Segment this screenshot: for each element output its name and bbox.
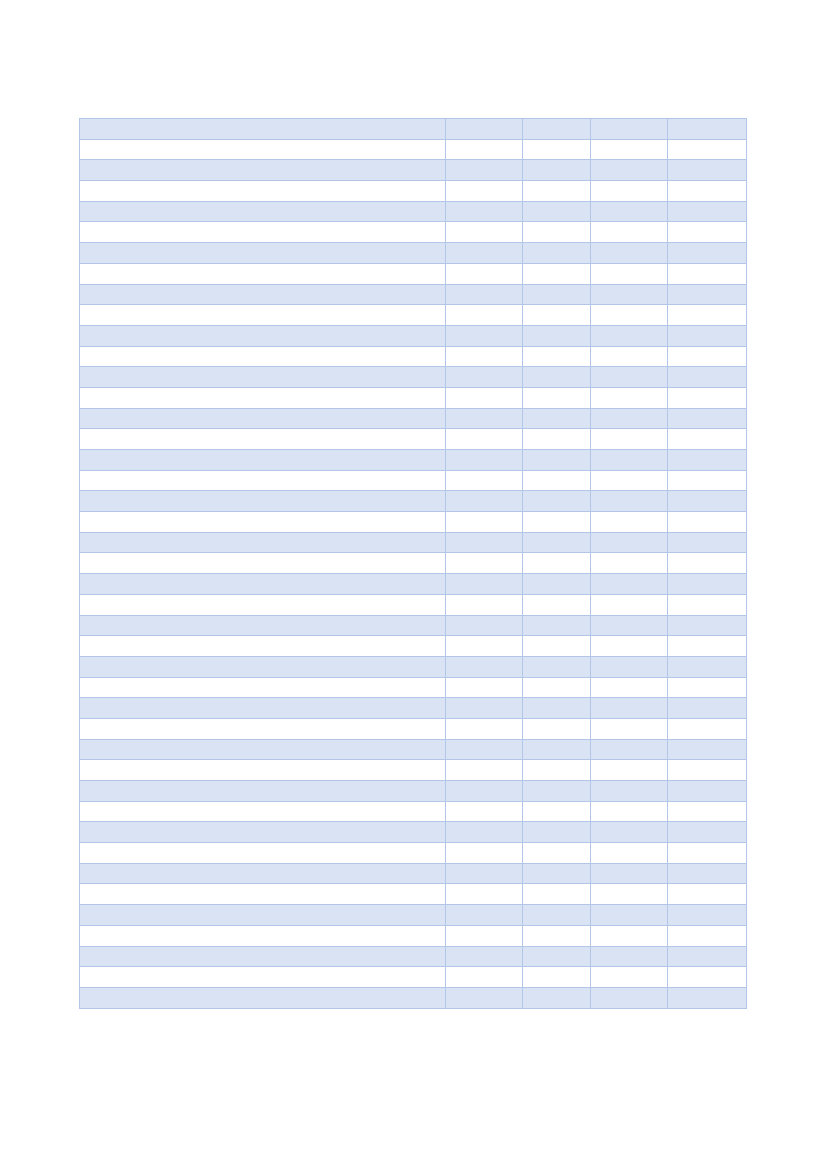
table-cell[interactable] [668,263,747,284]
table-cell[interactable] [80,160,446,181]
table-cell[interactable] [523,429,591,450]
table-row [80,532,747,553]
table-cell[interactable] [668,512,747,533]
table-cell[interactable] [591,119,668,140]
table-cell[interactable] [668,470,747,491]
table-row [80,760,747,781]
table-row [80,408,747,429]
table-cell[interactable] [668,967,747,988]
table-cell[interactable] [80,429,446,450]
table-cell[interactable] [80,387,446,408]
table-cell[interactable] [523,284,591,305]
table-cell[interactable] [591,760,668,781]
table-cell[interactable] [80,987,446,1008]
table-cell[interactable] [591,532,668,553]
table-cell[interactable] [591,263,668,284]
table-cell[interactable] [591,718,668,739]
table-cell[interactable] [668,594,747,615]
table-body [80,119,747,1009]
table-cell[interactable] [80,532,446,553]
table-cell[interactable] [80,119,446,140]
table-cell[interactable] [446,781,523,802]
table-cell[interactable] [523,512,591,533]
table-row [80,429,747,450]
table-cell[interactable] [668,387,747,408]
table-cell[interactable] [80,470,446,491]
table-row [80,781,747,802]
table-cell[interactable] [591,408,668,429]
table-cell[interactable] [591,367,668,388]
table-cell[interactable] [591,987,668,1008]
table-row [80,243,747,264]
table-row [80,160,747,181]
table-cell[interactable] [668,367,747,388]
table-cell[interactable] [523,615,591,636]
table-cell[interactable] [523,574,591,595]
table-cell[interactable] [523,967,591,988]
table-cell[interactable] [80,263,446,284]
table-cell[interactable] [668,718,747,739]
table-cell[interactable] [591,967,668,988]
table-row [80,346,747,367]
table-cell[interactable] [80,781,446,802]
table-cell[interactable] [523,243,591,264]
table-cell[interactable] [591,698,668,719]
table-cell[interactable] [591,822,668,843]
table-cell[interactable] [446,139,523,160]
table-cell[interactable] [446,553,523,574]
table-cell[interactable] [668,429,747,450]
table-cell[interactable] [80,325,446,346]
table-row [80,387,747,408]
table-cell[interactable] [80,760,446,781]
table-row [80,718,747,739]
table-cell[interactable] [668,532,747,553]
table-cell[interactable] [591,863,668,884]
table-cell[interactable] [668,408,747,429]
table-cell[interactable] [523,863,591,884]
table-cell[interactable] [668,284,747,305]
table-cell[interactable] [80,739,446,760]
table-cell[interactable] [591,387,668,408]
table-cell[interactable] [668,656,747,677]
table-cell[interactable] [80,284,446,305]
table-cell[interactable] [80,615,446,636]
table-cell[interactable] [591,801,668,822]
table-cell[interactable] [80,822,446,843]
table-cell[interactable] [591,512,668,533]
table-cell[interactable] [523,346,591,367]
table-cell[interactable] [446,946,523,967]
table-cell[interactable] [668,615,747,636]
table-row [80,698,747,719]
table-cell[interactable] [80,946,446,967]
table-cell[interactable] [446,863,523,884]
table-cell[interactable] [668,181,747,202]
table-cell[interactable] [446,387,523,408]
table-row [80,119,747,140]
table-cell[interactable] [80,201,446,222]
table-cell[interactable] [446,408,523,429]
table-cell[interactable] [591,884,668,905]
table-cell[interactable] [668,781,747,802]
table-cell[interactable] [523,594,591,615]
table-cell[interactable] [80,905,446,926]
table-cell[interactable] [80,636,446,657]
table-cell[interactable] [80,346,446,367]
table-cell[interactable] [591,677,668,698]
table-cell[interactable] [591,139,668,160]
table-cell[interactable] [446,450,523,471]
table-cell[interactable] [523,470,591,491]
table-row [80,905,747,926]
table-row [80,656,747,677]
table-row [80,884,747,905]
table-cell[interactable] [446,698,523,719]
table-cell[interactable] [523,739,591,760]
table-row [80,677,747,698]
table-cell[interactable] [523,884,591,905]
table-cell[interactable] [446,243,523,264]
table-cell[interactable] [80,491,446,512]
table-cell[interactable] [668,222,747,243]
table-cell[interactable] [591,305,668,326]
table-row [80,470,747,491]
table-cell[interactable] [80,367,446,388]
table-cell[interactable] [446,677,523,698]
table-cell[interactable] [523,718,591,739]
table-cell[interactable] [523,532,591,553]
table-cell[interactable] [668,450,747,471]
document-table [79,118,747,1009]
table-row [80,450,747,471]
table-cell[interactable] [446,905,523,926]
table-cell[interactable] [446,615,523,636]
table-row [80,491,747,512]
table-cell[interactable] [446,305,523,326]
table-cell[interactable] [668,491,747,512]
table-row [80,367,747,388]
table-row [80,967,747,988]
table-cell[interactable] [668,553,747,574]
table-cell[interactable] [591,243,668,264]
table-row [80,553,747,574]
table-cell[interactable] [446,636,523,657]
table-cell[interactable] [591,636,668,657]
table-cell[interactable] [668,119,747,140]
table-row [80,201,747,222]
table-cell[interactable] [446,843,523,864]
table-cell[interactable] [523,781,591,802]
table-cell[interactable] [523,408,591,429]
table-cell[interactable] [591,470,668,491]
table-cell[interactable] [523,553,591,574]
table-cell[interactable] [446,160,523,181]
table-cell[interactable] [668,243,747,264]
table-cell[interactable] [591,925,668,946]
table-cell[interactable] [446,429,523,450]
table-cell[interactable] [523,450,591,471]
table-row [80,925,747,946]
table-cell[interactable] [446,470,523,491]
table-cell[interactable] [668,739,747,760]
table-cell[interactable] [668,305,747,326]
table-cell[interactable] [591,739,668,760]
table-cell[interactable] [591,574,668,595]
table-cell[interactable] [446,801,523,822]
table-cell[interactable] [523,843,591,864]
table-cell[interactable] [523,367,591,388]
table-cell[interactable] [591,222,668,243]
table-row [80,263,747,284]
table-cell[interactable] [591,946,668,967]
table-row [80,636,747,657]
table-cell[interactable] [80,512,446,533]
table-cell[interactable] [668,843,747,864]
table-cell[interactable] [80,925,446,946]
table-cell[interactable] [446,367,523,388]
table-cell[interactable] [446,718,523,739]
table-cell[interactable] [523,905,591,926]
table-row [80,801,747,822]
table-row [80,325,747,346]
table-cell[interactable] [523,201,591,222]
table-row [80,863,747,884]
table-cell[interactable] [523,222,591,243]
table-cell[interactable] [668,822,747,843]
table-cell[interactable] [446,884,523,905]
table-cell[interactable] [80,553,446,574]
table-cell[interactable] [523,925,591,946]
table-cell[interactable] [446,284,523,305]
table-cell[interactable] [668,139,747,160]
table-cell[interactable] [523,822,591,843]
table-cell[interactable] [446,822,523,843]
table-cell[interactable] [668,201,747,222]
table-cell[interactable] [446,967,523,988]
table-cell[interactable] [80,305,446,326]
table-cell[interactable] [446,325,523,346]
table-cell[interactable] [446,532,523,553]
table-cell[interactable] [80,656,446,677]
table-cell[interactable] [446,346,523,367]
table-cell[interactable] [591,491,668,512]
table-cell[interactable] [80,698,446,719]
table-row [80,987,747,1008]
table-cell[interactable] [80,139,446,160]
table-cell[interactable] [80,843,446,864]
table-cell[interactable] [80,574,446,595]
table-cell[interactable] [668,574,747,595]
table-cell[interactable] [591,781,668,802]
table-cell[interactable] [80,408,446,429]
table-cell[interactable] [591,325,668,346]
table-row [80,946,747,967]
table-cell[interactable] [523,181,591,202]
table-row [80,822,747,843]
table-cell[interactable] [523,325,591,346]
table-cell[interactable] [668,987,747,1008]
table-cell[interactable] [591,201,668,222]
table-row [80,139,747,160]
table-row [80,594,747,615]
table-cell[interactable] [80,884,446,905]
table-cell[interactable] [523,160,591,181]
table-cell[interactable] [591,284,668,305]
table-cell[interactable] [668,325,747,346]
table-cell[interactable] [80,718,446,739]
table-row [80,181,747,202]
table-row [80,843,747,864]
table-cell[interactable] [523,636,591,657]
table-cell[interactable] [80,863,446,884]
table-cell[interactable] [446,512,523,533]
table-cell[interactable] [668,925,747,946]
table-cell[interactable] [668,677,747,698]
table-cell[interactable] [446,119,523,140]
table-cell[interactable] [523,760,591,781]
table-cell[interactable] [591,905,668,926]
table-cell[interactable] [80,181,446,202]
table-cell[interactable] [80,450,446,471]
table-cell[interactable] [80,594,446,615]
table-row [80,305,747,326]
table-cell[interactable] [523,387,591,408]
table-cell[interactable] [446,491,523,512]
table-cell[interactable] [523,656,591,677]
table-row [80,739,747,760]
table-cell[interactable] [446,760,523,781]
table-cell[interactable] [523,263,591,284]
table-cell[interactable] [523,139,591,160]
table-cell[interactable] [446,263,523,284]
table-cell[interactable] [523,491,591,512]
table-cell[interactable] [446,594,523,615]
table-cell[interactable] [446,574,523,595]
table-cell[interactable] [523,119,591,140]
table-cell[interactable] [668,636,747,657]
table-cell[interactable] [446,201,523,222]
table-cell[interactable] [446,739,523,760]
table-cell[interactable] [446,181,523,202]
table-cell[interactable] [591,594,668,615]
table-cell[interactable] [523,305,591,326]
table-cell[interactable] [523,677,591,698]
table-cell[interactable] [591,553,668,574]
table-row [80,574,747,595]
table-cell[interactable] [668,946,747,967]
table-cell[interactable] [523,987,591,1008]
table-row [80,222,747,243]
table-cell[interactable] [591,346,668,367]
table-row [80,284,747,305]
table-cell[interactable] [668,698,747,719]
table-cell[interactable] [523,801,591,822]
table-row [80,615,747,636]
table-cell[interactable] [668,760,747,781]
table-cell[interactable] [591,181,668,202]
table-cell[interactable] [80,243,446,264]
table-cell[interactable] [80,677,446,698]
table-cell[interactable] [668,801,747,822]
table-cell[interactable] [591,843,668,864]
table-cell[interactable] [446,656,523,677]
table-cell[interactable] [446,222,523,243]
table-cell[interactable] [668,346,747,367]
table-cell[interactable] [80,222,446,243]
table-cell[interactable] [668,884,747,905]
table-cell[interactable] [591,429,668,450]
table-cell[interactable] [80,801,446,822]
table-cell[interactable] [591,615,668,636]
table-cell[interactable] [80,967,446,988]
table-row [80,512,747,533]
table-cell[interactable] [591,450,668,471]
table-cell[interactable] [668,160,747,181]
table-cell[interactable] [668,905,747,926]
table-cell[interactable] [523,698,591,719]
table-cell[interactable] [523,946,591,967]
table-cell[interactable] [591,160,668,181]
table-cell[interactable] [591,656,668,677]
table-cell[interactable] [446,925,523,946]
table-cell[interactable] [668,863,747,884]
table-cell[interactable] [446,987,523,1008]
